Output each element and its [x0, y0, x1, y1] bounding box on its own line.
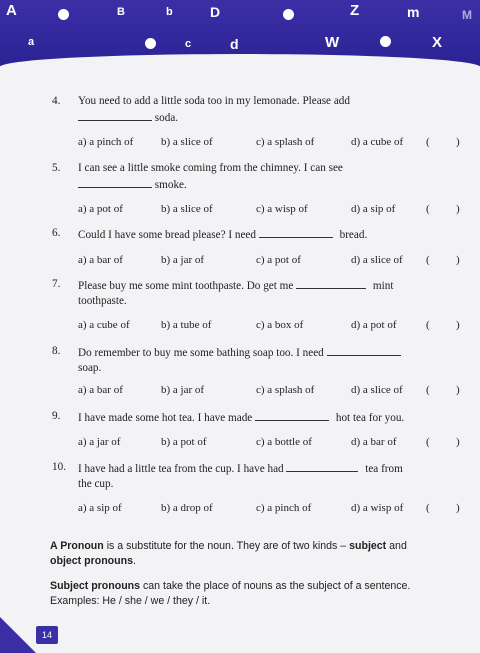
- page-number: 14: [36, 626, 58, 644]
- banner-letter: M: [462, 8, 472, 22]
- option-a[interactable]: a) a sip of: [78, 502, 122, 514]
- options-9: [78, 436, 463, 452]
- question-10: [52, 460, 457, 490]
- option-c[interactable]: c) a bottle of: [256, 436, 312, 448]
- option-b[interactable]: b) a drop of: [161, 502, 213, 514]
- decorative-alphabet-banner: [0, 0, 480, 66]
- question-text: soap.: [78, 362, 102, 374]
- answer-blank[interactable]: [78, 109, 152, 121]
- question-8: [52, 344, 457, 374]
- option-b[interactable]: b) a jar of: [161, 254, 205, 266]
- question-text: Could I have some bread please? I need: [78, 229, 256, 241]
- options-8: [78, 384, 463, 400]
- banner-letter: B: [117, 6, 125, 18]
- answer-bracket-open: (: [426, 136, 430, 148]
- option-c[interactable]: c) a splash of: [256, 136, 315, 148]
- subject-pronouns-paragraph: [50, 579, 465, 609]
- option-a[interactable]: a) a bar of: [78, 254, 123, 266]
- banner-letter: m: [407, 4, 420, 20]
- banner-wave: [0, 54, 480, 66]
- option-d[interactable]: d) a sip of: [351, 203, 396, 215]
- definition-text: is a substitute for the noun. They are of two kinds –: [103, 540, 350, 552]
- question-5: [52, 161, 457, 191]
- option-a[interactable]: a) a jar of: [78, 436, 121, 448]
- page-corner-decoration: [0, 617, 36, 653]
- option-c[interactable]: c) a wisp of: [256, 203, 308, 215]
- question-number: 9.: [52, 410, 61, 422]
- term-subject: subject: [349, 540, 387, 552]
- answer-blank[interactable]: [78, 176, 152, 188]
- option-a[interactable]: a) a bar of: [78, 384, 123, 396]
- option-b[interactable]: b) a slice of: [161, 203, 213, 215]
- question-text: Please buy me some mint toothpaste. Do get me: [78, 280, 294, 292]
- option-d[interactable]: d) a slice of: [351, 254, 403, 266]
- bulb-icon: [283, 9, 294, 20]
- bulb-icon: [58, 9, 69, 20]
- option-a[interactable]: a) a cube of: [78, 319, 130, 331]
- answer-bracket-close: ): [456, 384, 460, 396]
- banner-letter: X: [432, 34, 443, 51]
- question-number: 5.: [52, 162, 61, 174]
- banner-letter: Z: [350, 2, 360, 19]
- answer-blank[interactable]: [286, 460, 358, 472]
- question-7: [52, 277, 457, 307]
- question-text: Do remember to buy me some bathing soap too. I need: [78, 347, 324, 359]
- question-text: I have had a little tea from the cup. I have had: [78, 463, 284, 475]
- option-b[interactable]: b) a pot of: [161, 436, 207, 448]
- option-b[interactable]: b) a slice of: [161, 136, 213, 148]
- term-pronoun: A Pronoun: [50, 540, 104, 552]
- banner-letter: b: [166, 6, 173, 18]
- answer-bracket-open: (: [426, 319, 430, 331]
- option-d[interactable]: d) a wisp of: [351, 502, 404, 514]
- option-d[interactable]: d) a cube of: [351, 136, 404, 148]
- options-10: [78, 502, 463, 518]
- banner-letter: W: [325, 34, 340, 51]
- question-number: 8.: [52, 345, 61, 357]
- question-number: 7.: [52, 278, 61, 290]
- definition-text: can take the place of nouns as the subject of a sentence.: [140, 580, 411, 592]
- answer-bracket-open: (: [426, 384, 430, 396]
- option-c[interactable]: c) a pinch of: [256, 502, 312, 514]
- definition-text: and: [386, 540, 407, 552]
- option-c[interactable]: c) a pot of: [256, 254, 301, 266]
- option-d[interactable]: d) a pot of: [351, 319, 397, 331]
- definition-text: .: [132, 555, 136, 567]
- answer-bracket-close: ): [456, 254, 460, 266]
- answer-bracket-open: (: [426, 436, 430, 448]
- answer-blank[interactable]: [296, 277, 366, 289]
- term-subject-pronouns: Subject pronouns: [50, 580, 141, 592]
- answer-bracket-open: (: [426, 254, 430, 266]
- bulb-icon: [145, 38, 156, 49]
- answer-blank[interactable]: [327, 344, 401, 356]
- banner-letter: A: [6, 2, 17, 19]
- question-text: the cup.: [78, 478, 114, 490]
- question-text: tea from: [365, 463, 403, 475]
- examples-text: Examples: He / she / we / they / it.: [50, 595, 211, 607]
- question-text: I have made some hot tea. I have made: [78, 412, 253, 424]
- options-4: [78, 136, 463, 152]
- question-text: toothpaste.: [78, 295, 127, 307]
- option-d[interactable]: d) a slice of: [351, 384, 403, 396]
- banner-letter: a: [28, 36, 35, 48]
- question-6: [52, 226, 457, 242]
- pronoun-definition: [50, 539, 465, 569]
- option-a[interactable]: a) a pot of: [78, 203, 123, 215]
- option-a[interactable]: a) a pinch of: [78, 136, 134, 148]
- term-object-pronouns: object pronouns: [50, 555, 133, 567]
- option-d[interactable]: d) a bar of: [351, 436, 397, 448]
- options-7: [78, 319, 463, 335]
- banner-letter: d: [230, 36, 239, 52]
- answer-bracket-close: ): [456, 136, 460, 148]
- banner-letter: c: [185, 38, 192, 50]
- answer-bracket-open: (: [426, 203, 430, 215]
- answer-bracket-close: ): [456, 436, 460, 448]
- question-text: mint: [372, 280, 394, 292]
- question-number: 10.: [52, 461, 66, 473]
- option-b[interactable]: b) a tube of: [161, 319, 212, 331]
- question-text: smoke.: [154, 179, 187, 191]
- question-text: soda.: [154, 112, 179, 124]
- options-6: [78, 254, 463, 270]
- question-text: bread.: [339, 229, 368, 241]
- answer-bracket-close: ): [456, 319, 460, 331]
- answer-blank[interactable]: [259, 226, 333, 238]
- question-text: hot tea for you.: [335, 412, 405, 424]
- answer-blank[interactable]: [255, 409, 329, 421]
- options-5: [78, 203, 463, 219]
- answer-bracket-close: ): [456, 203, 460, 215]
- option-c[interactable]: c) a splash of: [256, 384, 315, 396]
- banner-letter: D: [210, 4, 221, 20]
- question-text: You need to add a little soda too in my lemonade. Please add: [78, 95, 350, 107]
- question-9: [52, 409, 457, 425]
- question-number: 4.: [52, 95, 61, 107]
- bulb-icon: [380, 36, 391, 47]
- question-text: I can see a little smoke coming from the chimney. I can see: [78, 162, 343, 174]
- question-4: [52, 94, 457, 124]
- question-number: 6.: [52, 227, 61, 239]
- option-b[interactable]: b) a jar of: [161, 384, 205, 396]
- answer-bracket-close: ): [456, 502, 460, 514]
- answer-bracket-open: (: [426, 502, 430, 514]
- option-c[interactable]: c) a box of: [256, 319, 304, 331]
